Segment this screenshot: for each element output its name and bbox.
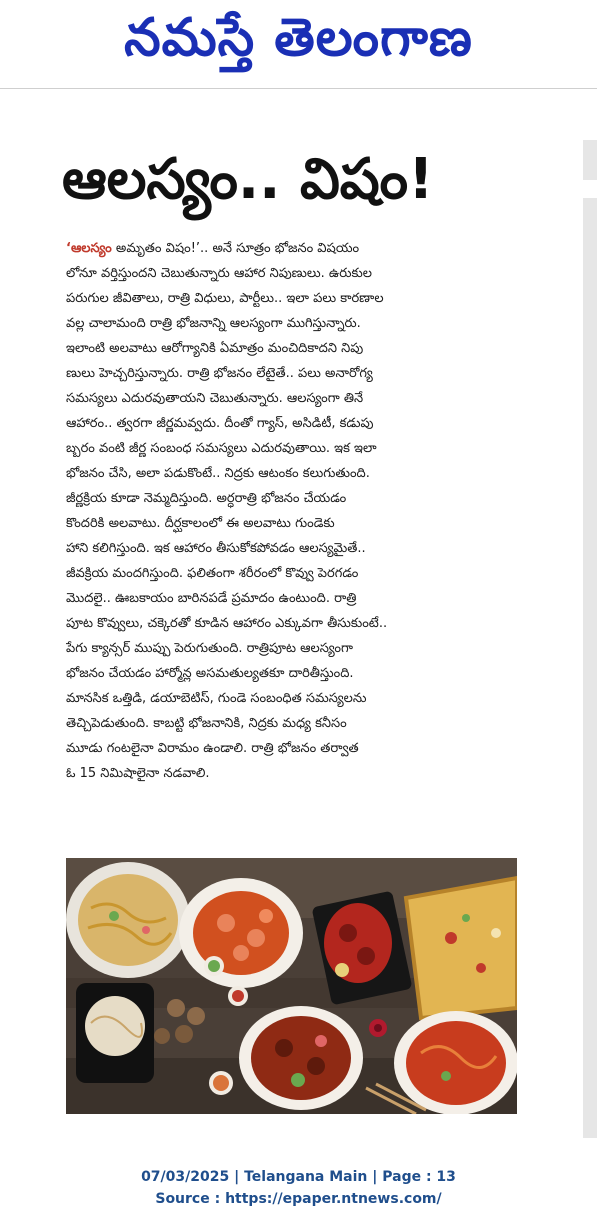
page-footer [0, 1166, 597, 1210]
article-line: ణులు హెచ్చరిస్తున్నారు. రాత్రి భోజనం లేటైతే.. పలు అనారోగ్య [66, 366, 373, 381]
page-edge-strip [583, 198, 597, 1138]
article-line: జీవక్రియ మందగిస్తుంది. ఫలితంగా శరీరంలో కొవ్వు పెరగడం [66, 566, 359, 581]
article-line: హాని కలిగిస్తుంది. ఇక ఆహారం తీసుకోకపోవడం ఆలస్యమైతే.. [66, 541, 366, 556]
article-line: లోనూ వర్తిస్తుందని చెబుతున్నారు ఆహార నిపుణులు. ఉరుకుల [66, 266, 372, 281]
article-line: భోజనం చేసి, అలా పడుకొంటే.. నిద్రకు ఆటంకం కలుగుతుంది. [66, 466, 370, 481]
article-line [66, 236, 520, 261]
article-line: ఆహారం.. త్వరగా జీర్ణమవ్వదు. దీంతో గ్యాస్, అసిడిటీ, కడుపు [66, 416, 374, 431]
article-headline: ఆలస్యం.. విషం! [62, 147, 434, 212]
article-line: మానసిక ఒత్తిడి, డయాబెటిస్, గుండె సంబంధిత సమస్యలను [66, 691, 367, 706]
article-line: సమస్యలు ఎదురవుతాయని చెబుతున్నారు. ఆలస్యంగా తినే [66, 391, 364, 406]
newspaper-logo: నమస్తే తెలంగాణ [124, 8, 473, 68]
article-line: కొందరికి అలవాటు. దీర్ఘకాలంలో ఈ అలవాటు గుండెకు [66, 516, 335, 531]
article-line: ఓ 15 నిమిషాలైనా నడవాలి. [66, 766, 210, 781]
article-lead-word: ‘ఆలస్యం [66, 241, 112, 256]
masthead-divider [0, 88, 597, 89]
article-line: మొదలై.. ఊబకాయం బారినపడే ప్రమాదం ఉంటుంది. రాత్రి [66, 591, 357, 606]
article-line: జీర్ణక్రియ కూడా నెమ్మదిస్తుంది. అర్ధరాత్రి భోజనం చేయడం [66, 491, 347, 506]
article-line: మూడు గంటలైనా విరామం ఉండాలి. రాత్రి భోజనం తర్వాత [66, 741, 359, 756]
article-line: బ్బరం వంటి జీర్ణ సంబంధ సమస్యలు ఎదురవుతాయి. ఇక ఇలా [66, 441, 377, 456]
food-spread-photo [66, 858, 517, 1114]
article-line: తెచ్చిపెడుతుంది. కాబట్టి భోజనానికి, నిద్రకు మధ్య కనీసం [66, 716, 347, 731]
article-line: వల్ల చాలామంది రాత్రి భోజనాన్ని ఆలస్యంగా ముగిస్తున్నారు. [66, 316, 361, 331]
article-line: పరుగుల జీవితాలు, రాత్రి విధులు, పార్టీలు.. ఇలా పలు కారణాల [66, 291, 384, 306]
masthead [0, 0, 597, 92]
article-line-text: అమృతం విషం!’.. అనే సూత్రం భోజనం విషయం [111, 241, 360, 256]
page-edge-strip [583, 140, 597, 180]
article-line: పూట కొవ్వులు, చక్కెరతో కూడిన ఆహారం ఎక్కువగా తీసుకుంటే.. [66, 616, 388, 631]
article-line: భోజనం చేయడం హార్మోన్ల అసమతుల్యతకూ దారితీస్తుంది. [66, 666, 354, 681]
source-info: Source : https://epaper.ntnews.com/ [155, 1191, 442, 1207]
article-body [66, 236, 520, 786]
article-line: ఇలాంటి అలవాటు ఆరోగ్యానికి ఏమాత్రం మంచిదికాదని నిపు [66, 341, 364, 356]
edition-info: 07/03/2025 | Telangana Main | Page : 13 [141, 1169, 456, 1185]
article-line: పేగు క్యాన్సర్ ముప్పు పెరుగుతుంది. రాత్రిపూట ఆలస్యంగా [66, 641, 353, 656]
